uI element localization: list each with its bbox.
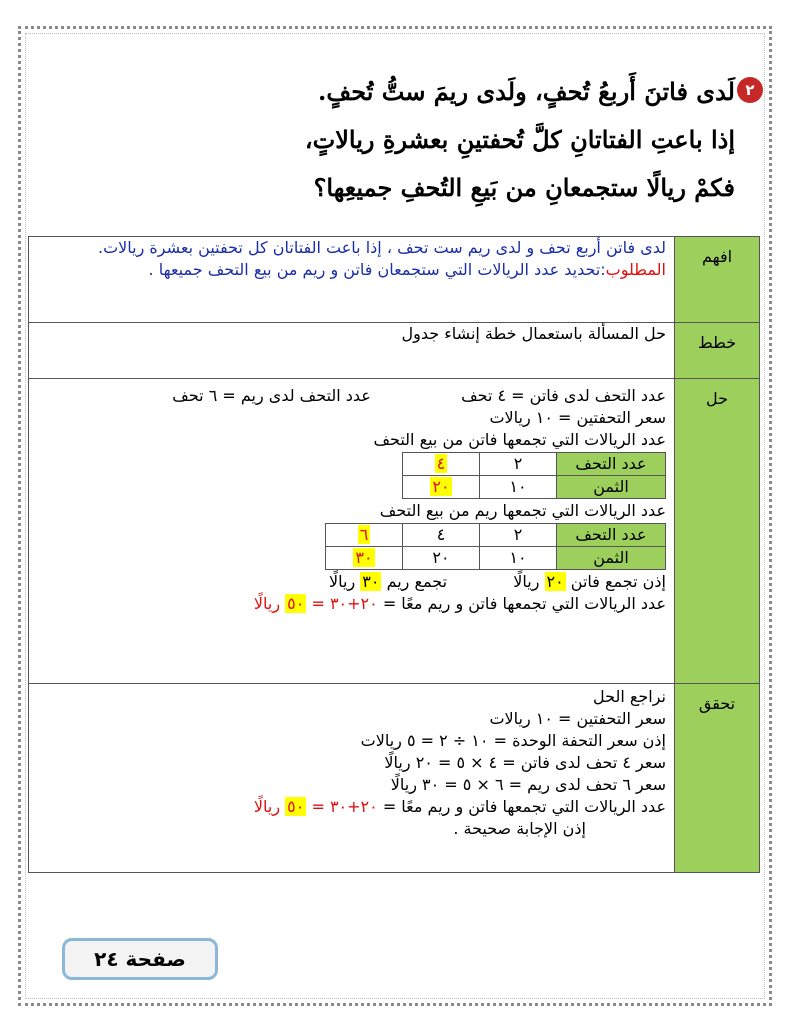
reem-collect-value: ٣٠ [362,572,380,591]
faten-collect-value: ٢٠ [546,572,564,591]
faten-row2-cell: ٢٠ [403,476,480,499]
problem-statement [215,68,755,212]
required-text: :تحديد عدد الريالات التي ستجمعان فاتن و ريم من بيع التحف جميعها . [148,260,606,279]
solve-total-value: ٥٠ [287,594,305,613]
faten-row1-label: عدد التحف [557,453,666,476]
faten-row1-cell: ٤ [403,453,480,476]
check-line: نراجع الحل [593,687,666,706]
reem-row2-label: الثمن [557,547,666,570]
problem-number-badge: ٢ [737,77,763,103]
check-total-value: ٥٠ [287,797,305,816]
plan-text: حل المسألة باستعمال خطة إنشاء جدول [401,324,666,343]
problem-line-1: لَدى فاتنَ أَربعُ تُحفٍ، ولَدى ريمَ ستُّ تُحفٍ. [318,77,735,106]
reem-row1-cell: ٤ [403,524,480,547]
check-line: إذن سعر التحفة الوحدة = ١٠ ÷ ٢ = ٥ ريالات [360,731,666,750]
faten-row2-label: الثمن [557,476,666,499]
understand-row [29,237,760,323]
check-total-line: عدد الريالات التي تجمعها فاتن و ريم معًا = ٢٠+٣٠ = ٥٠ ريالًا [253,797,666,816]
required-label: المطلوب [605,260,666,279]
check-row [29,684,760,873]
solve-total-line: عدد الريالات التي تجمعها فاتن و ريم معًا = ٢٠+٣٠ = ٥٠ ريالًا [253,594,666,613]
problem-line-2: إذا باعتِ الفتاتانِ كلَّ تُحفتينِ بعشرةِ ريالاتٍ، [304,125,735,154]
pair-price: سعر التحفتين = ١٠ ريالات [489,408,666,427]
check-line: سعر ٦ تحف لدى ريم = ٦ × ٥ = ٣٠ ريالًا [390,775,666,794]
solve-label: حل [675,379,760,684]
reem-row1-cell: ٦ [326,524,403,547]
reem-row1-label: عدد التحف [557,524,666,547]
understand-content [29,237,675,323]
plan-content [29,323,675,379]
problem-line-3: فكمْ ريالًا ستجمعانِ من بَيعِ التُحفِ جميعِها؟ [313,173,735,202]
solve-row [29,379,760,684]
check-line: سعر ٤ تحف لدى فاتن = ٤ × ٥ = ٢٠ ريالًا [384,753,666,772]
faten-row1-cell: ٢ [480,453,557,476]
understand-given: لدى فاتن أربع تحف و لدى ريم ست تحف ، إذا باعت الفتاتان كل تحفتين بعشرة ريالات. [97,238,666,257]
check-label: تحقق [675,684,760,873]
faten-row2-cell: ١٠ [480,476,557,499]
reem-row2-cell: ٣٠ [326,547,403,570]
check-conclusion: إذن الإجابة صحيحة . [453,819,586,838]
solution-table [28,236,760,873]
check-line: سعر التحفتين = ١٠ ريالات [489,709,666,728]
plan-row [29,323,760,379]
reem-count: عدد التحف لدى ريم = ٦ تحف [172,386,371,405]
faten-count: عدد التحف لدى فاتن = ٤ تحف [461,386,666,405]
collect-line: إذن تجمع فاتن ٢٠ ريالًا تجمع ريم ٣٠ ريالًا [329,572,666,591]
plan-label: خطط [675,323,760,379]
faten-table [402,452,666,499]
reem-table [325,523,666,570]
reem-table-caption: عدد الريالات التي تجمعها ريم من بيع التحف [379,501,666,520]
reem-row2-cell: ١٠ [480,547,557,570]
reem-row1-cell: ٢ [480,524,557,547]
check-content [29,684,675,873]
faten-table-caption: عدد الريالات التي تجمعها فاتن من بيع التحف [373,430,666,449]
solve-content [29,379,675,684]
understand-label: افهم [675,237,760,323]
page-number-label: صفحة ٢٤ [62,938,218,980]
reem-row2-cell: ٢٠ [403,547,480,570]
